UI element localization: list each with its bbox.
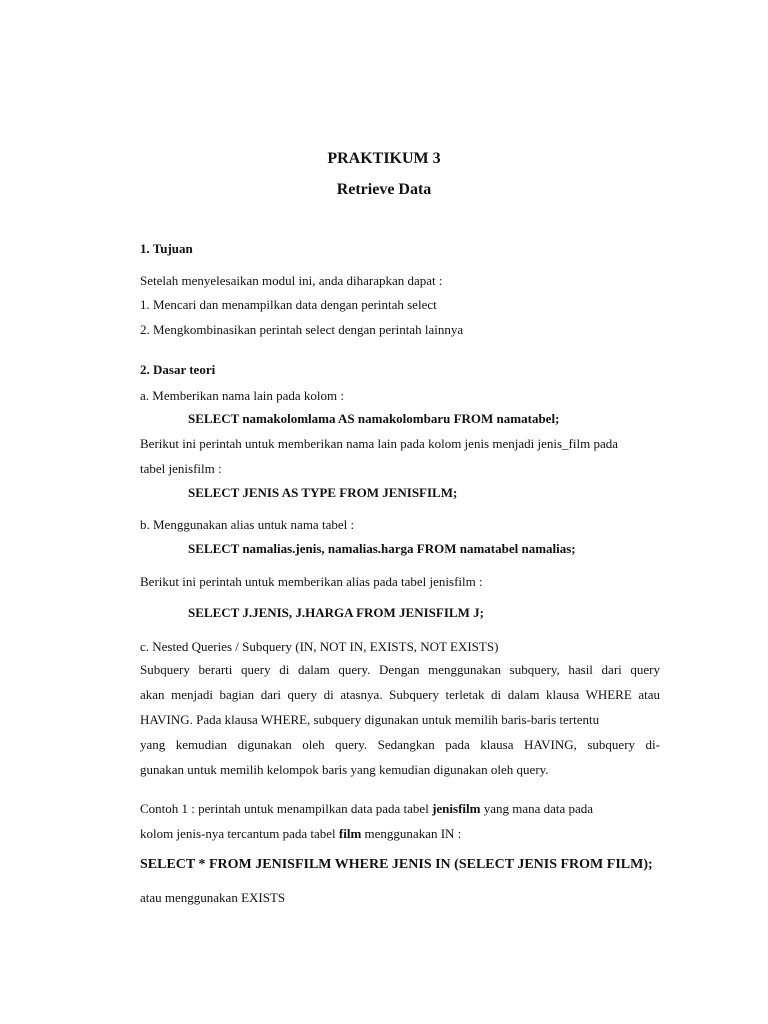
example-1-line-2	[140, 826, 461, 842]
section1-intro: Setelah menyelesaikan modul ini, anda diharapkan dapat :	[140, 273, 443, 288]
example-1-text-2: kolom jenis-nya tercantum pada tabel	[140, 826, 339, 841]
item-a-code: SELECT namakolomlama AS namakolombaru FROM namatabel;	[188, 411, 560, 426]
item-a-label: a. Memberikan nama lain pada kolom :	[140, 388, 344, 403]
example-1-line-1	[140, 801, 593, 817]
table-name-jenisfilm: jenisfilm	[432, 801, 481, 816]
paragraph-line: gunakan untuk memilih kelompok baris yang kemudian digunakan oleh query.	[140, 762, 549, 777]
section1-item-2: 2. Mengkombinasikan perintah select dengan perintah lainnya	[140, 322, 464, 337]
section2-heading: 2. Dasar teori	[140, 362, 216, 377]
item-c-label: c. Nested Queries / Subquery (IN, NOT IN, EXISTS, NOT EXISTS)	[140, 639, 499, 654]
paragraph-line: yang kemudian digunakan oleh query. Sedangkan pada klausa HAVING, subquery di-	[140, 737, 660, 752]
item-b-desc: Berikut ini perintah untuk memberikan alias pada tabel jenisfilm :	[140, 574, 483, 589]
item-b-code-2: SELECT J.JENIS, J.HARGA FROM JENISFILM J;	[188, 605, 484, 620]
example-1-text: Contoh 1 : perintah untuk menampilkan data pada tabel	[140, 801, 433, 816]
item-b-code: SELECT namalias.jenis, namalias.harga FROM namatabel namalias;	[188, 541, 576, 556]
section1-heading: 1. Tujuan	[140, 241, 193, 256]
table-name-film: film	[338, 826, 362, 841]
item-a-code-2: SELECT JENIS AS TYPE FROM JENISFILM;	[188, 485, 458, 500]
item-b-label: b. Menggunakan alias untuk nama tabel :	[140, 517, 355, 532]
item-a-desc-1: Berikut ini perintah untuk memberikan nama lain pada kolom jenis menjadi jenis_film pada	[140, 436, 618, 451]
exists-label: atau menggunakan EXISTS	[140, 890, 286, 905]
example-1-code: SELECT * FROM JENISFILM WHERE JENIS IN (SELECT JENIS FROM FILM);	[140, 857, 653, 872]
example-1-text-2-post: menggunakan IN :	[361, 826, 462, 841]
section1-item-1: 1. Mencari dan menampilkan data dengan perintah select	[140, 297, 437, 312]
item-a-desc-2: tabel jenisfilm :	[140, 461, 222, 476]
paragraph-line: HAVING. Pada klausa WHERE, subquery digunakan untuk memilih baris-baris tertentu	[140, 712, 600, 727]
paragraph-line: Subquery berarti query di dalam query. Dengan menggunakan subquery, hasil dari query	[140, 662, 660, 677]
example-1-text-mid: yang mana data pada	[480, 801, 594, 816]
subquery-paragraph	[140, 657, 660, 782]
page-title: PRAKTIKUM 3	[327, 150, 441, 167]
page-subtitle: Retrieve Data	[336, 181, 432, 198]
paragraph-line: akan menjadi bagian dari query di atasnya. Subquery terletak di dalam klausa WHERE atau	[140, 687, 660, 702]
